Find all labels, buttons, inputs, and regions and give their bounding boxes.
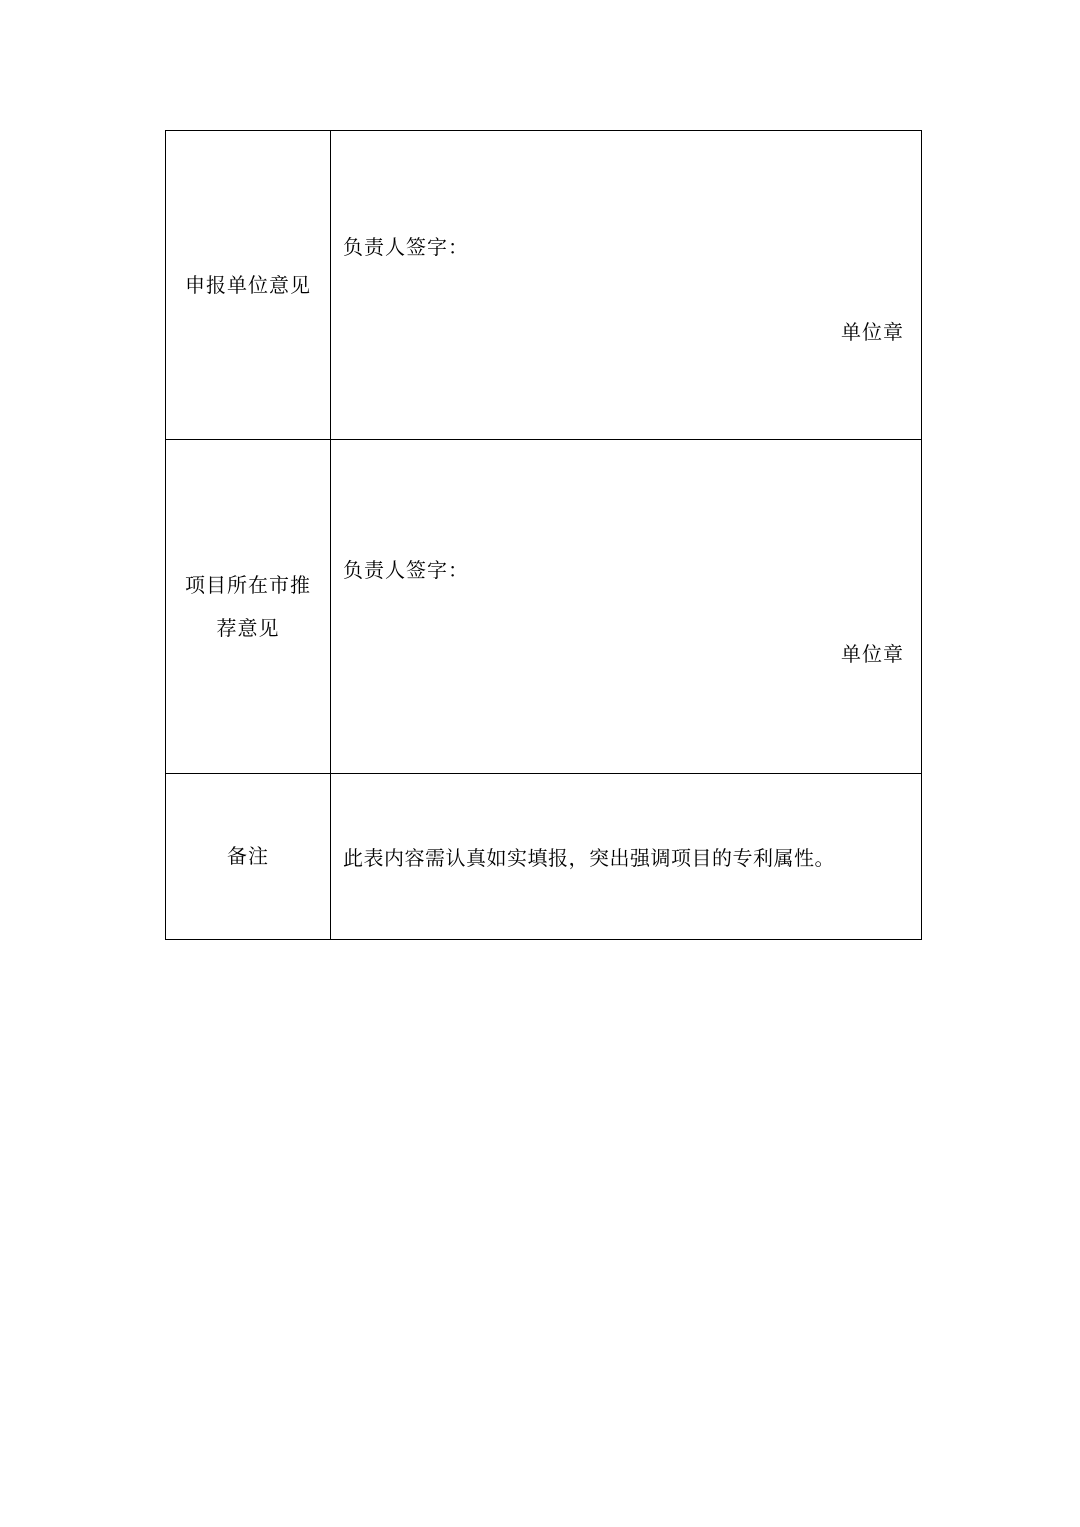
city-recommendation-row <box>166 440 922 774</box>
applicant-opinion-row <box>166 131 922 440</box>
applicant-signature-label: 负责人签字： <box>343 235 469 259</box>
city-recommendation-label-line-2: 荐意见 <box>216 615 280 640</box>
city-signature-label: 负责人签字： <box>343 558 469 582</box>
applicant-opinion-label-cell <box>166 131 331 440</box>
remark-label: 备注 <box>227 844 269 868</box>
city-recommendation-content-cell[interactable] <box>331 440 922 774</box>
remark-content-cell <box>331 774 922 940</box>
city-recommendation-label-line-1: 项目所在市推 <box>185 572 311 597</box>
remark-label-cell <box>166 774 331 940</box>
remark-text: 此表内容需认真如实填报，突出强调项目的专利属性。 <box>343 846 835 870</box>
applicant-seal-label: 单位章 <box>841 320 904 344</box>
applicant-opinion-label: 申报单位意见 <box>185 272 311 297</box>
applicant-opinion-content-cell[interactable] <box>331 131 922 440</box>
opinion-form-table <box>165 130 922 940</box>
city-seal-label: 单位章 <box>841 642 904 666</box>
remark-row <box>166 774 922 940</box>
city-recommendation-label-cell <box>166 440 331 774</box>
